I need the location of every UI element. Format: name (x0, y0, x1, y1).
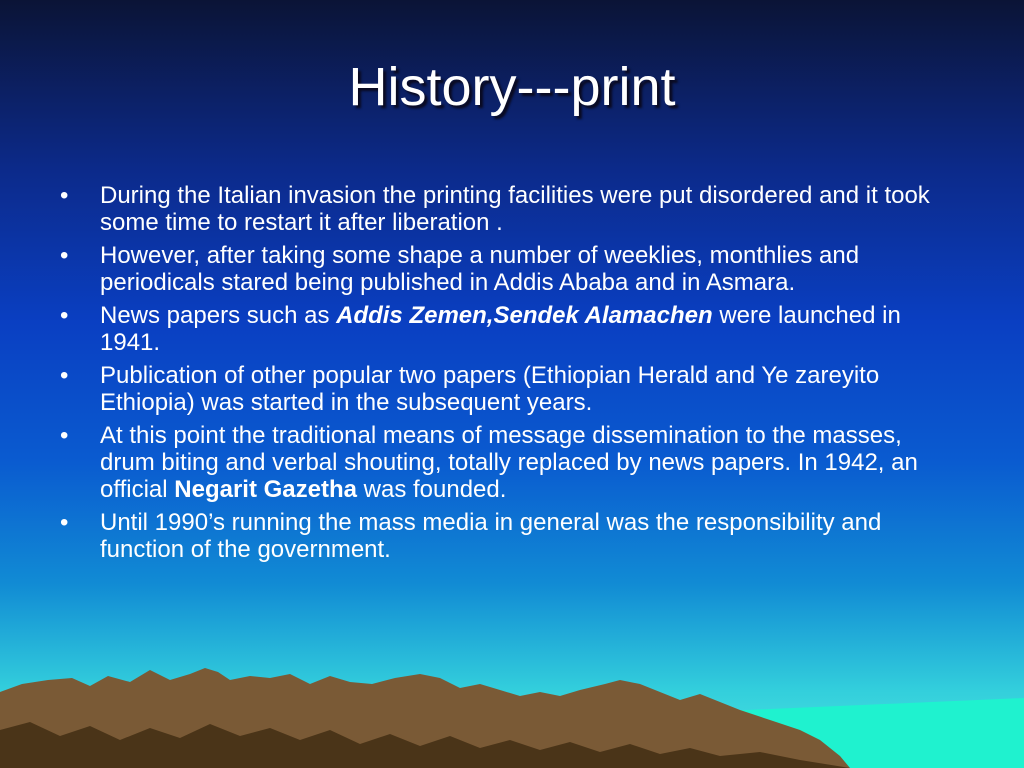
bullet-dot: • (60, 242, 69, 269)
bullet-text: At this point the traditional means of message dissemination to the masses, drum biting and verbal shouting, totally replaced by news papers. In 1942, an official (100, 422, 918, 503)
newspaper-names-emphasis: Addis Zemen,Sendek Alamachen (336, 302, 713, 329)
bullet-text: News papers such as (100, 302, 337, 329)
bullet-dot: • (60, 302, 69, 329)
bullet-item (56, 509, 956, 563)
bullet-text: Publication of other popular two papers (Ethiopian Herald and Ye zareyito Ethiopia) was started in the subsequent years. (100, 362, 880, 416)
bullet-item (56, 182, 956, 236)
bullet-text: were launched in 1941. (100, 302, 901, 356)
bullet-item (56, 302, 956, 356)
bullet-dot: • (60, 182, 69, 209)
gazette-name-emphasis: Negarit Gazetha (174, 476, 357, 503)
mountain-range-decoration (0, 640, 1024, 768)
bullet-item (56, 422, 956, 503)
bullet-item (56, 242, 956, 296)
bullet-text: Until 1990’s running the mass media in general was the responsibility and function of the government. (100, 509, 882, 563)
bullet-list (56, 182, 956, 569)
bullet-dot: • (60, 422, 69, 449)
bullet-dot: • (60, 362, 69, 389)
bullet-dot: • (60, 509, 69, 536)
slide-title: History---print (348, 57, 676, 117)
bullet-text: During the Italian invasion the printing facilities were put disordered and it took some time to restart it after liberation . (100, 182, 930, 236)
bullet-item (56, 362, 956, 416)
bullet-text: was founded. (356, 476, 507, 503)
bullet-text: However, after taking some shape a number of weeklies, monthlies and periodicals stared being published in Addis Ababa and in Asmara. (100, 242, 860, 296)
